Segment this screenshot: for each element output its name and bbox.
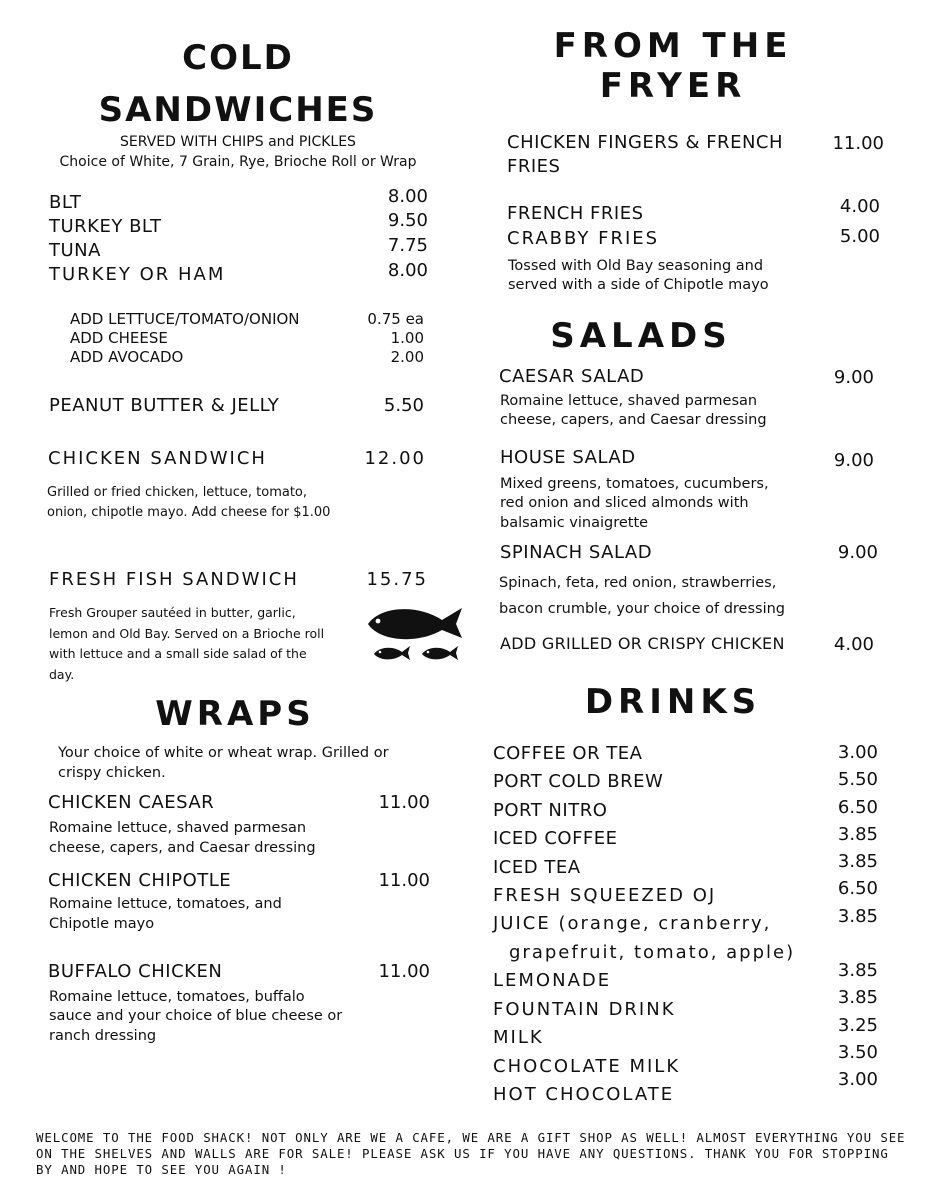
pbj-price: 5.50 — [383, 395, 424, 416]
salad-desc: Romaine lettuce, shaved parmesan — [500, 393, 758, 409]
drink-name: PORT NITRO — [493, 800, 608, 821]
wrap-desc: Romaine lettuce, shaved parmesan — [49, 820, 307, 836]
drink-name: MILK — [493, 1027, 544, 1048]
wrap-desc: Romaine lettuce, tomatoes, buffalo — [49, 989, 305, 1005]
drink-price: 5.50 — [837, 769, 878, 790]
drink-price: 3.00 — [837, 742, 878, 763]
salad-addon-price: 4.00 — [833, 634, 874, 655]
cold-sandwiches-title-line2: SANDWICHES — [98, 90, 378, 130]
fish-icon — [364, 602, 468, 666]
drink-name: JUICE (orange, cranberry, — [493, 913, 772, 934]
addon-name: ADD LETTUCE/TOMATO/ONION — [70, 310, 300, 328]
drink-name: grapefruit, tomato, apple) — [509, 942, 796, 963]
addon-name: ADD AVOCADO — [70, 348, 184, 366]
salad-desc: cheese, capers, and Caesar dressing — [500, 412, 767, 428]
addon-price: 2.00 — [390, 348, 424, 366]
pbj-name: PEANUT BUTTER & JELLY — [49, 395, 280, 416]
wraps-intro: Your choice of white or wheat wrap. Grilled or — [58, 745, 389, 761]
addon-price: 0.75 ea — [367, 310, 424, 328]
drink-name: ICED TEA — [493, 857, 581, 878]
salad-addon-name: ADD GRILLED OR CRISPY CHICKEN — [500, 634, 785, 653]
drink-name: ICED COFFEE — [493, 828, 618, 849]
menu-item-price: 8.00 — [387, 260, 428, 281]
footer-welcome-text: WELCOME TO THE FOOD SHACK! NOT ONLY ARE WE A CAFE, WE ARE A GIFT SHOP AS WELL! ALMOST EVERYTHING YOU SEE ON THE SHELVES AND WALLS ARE FOR SALE! PLEASE ASK US IF YOU HAVE ANY QUESTIONS. THANK YOU FOR STOPPING BY AND HOPE TO SEE YOU AGAIN ! — [36, 1130, 906, 1177]
salads-title: SALADS — [550, 316, 732, 356]
wrap-desc: Romaine lettuce, tomatoes, and — [49, 896, 282, 912]
fish-sandwich-desc: day. — [49, 667, 75, 682]
wrap-price: 11.00 — [378, 792, 430, 813]
wrap-desc: sauce and your choice of blue cheese or — [49, 1008, 343, 1024]
salad-price: 9.00 — [833, 450, 874, 471]
drinks-title: DRINKS — [584, 682, 762, 722]
menu-item-name: TURKEY OR HAM — [49, 264, 226, 285]
drink-price: 6.50 — [837, 797, 878, 818]
fryer-item-name: CRABBY FRIES — [507, 228, 660, 249]
wrap-desc: ranch dressing — [49, 1028, 157, 1044]
addon-name: ADD CHEESE — [70, 329, 168, 347]
fryer-item-name: FRENCH FRIES — [507, 203, 644, 224]
drink-price: 3.85 — [837, 906, 878, 927]
salad-desc: balsamic vinaigrette — [500, 515, 649, 531]
wrap-desc: cheese, capers, and Caesar dressing — [49, 840, 316, 856]
drink-name: LEMONADE — [493, 970, 612, 991]
fish-sandwich-name: FRESH FISH SANDWICH — [49, 569, 299, 590]
chicken-sandwich-price: 12.00 — [364, 448, 426, 469]
wrap-desc: Chipotle mayo — [49, 916, 155, 932]
wraps-title: WRAPS — [155, 694, 315, 734]
salad-price: 9.00 — [837, 542, 878, 563]
menu-item-name: BLT — [49, 192, 82, 213]
menu-item-name: TURKEY BLT — [49, 216, 162, 237]
salad-desc: Mixed greens, tomatoes, cucumbers, — [500, 476, 769, 492]
wrap-name: BUFFALO CHICKEN — [48, 961, 223, 982]
fryer-item-price: 11.00 — [832, 133, 884, 154]
fryer-item-desc: Tossed with Old Bay seasoning and — [508, 258, 764, 274]
cold-sandwiches-title-line1: COLD — [182, 38, 294, 78]
drink-name: PORT COLD BREW — [493, 771, 664, 792]
wrap-price: 11.00 — [378, 961, 430, 982]
drink-name: HOT CHOCOLATE — [493, 1084, 675, 1105]
fryer-title-line2: FRYER — [599, 66, 747, 106]
fryer-item-price: 5.00 — [839, 226, 880, 247]
fish-sandwich-desc: Fresh Grouper sautéed in butter, garlic, — [49, 605, 296, 620]
salad-name: HOUSE SALAD — [500, 447, 636, 468]
drink-price: 3.85 — [837, 987, 878, 1008]
wrap-name: CHICKEN CHIPOTLE — [48, 870, 232, 891]
fryer-item-desc: served with a side of Chipotle mayo — [508, 277, 769, 293]
chicken-sandwich-desc: onion, chipotle mayo. Add cheese for $1.00 — [47, 505, 331, 520]
drink-price: 6.50 — [837, 878, 878, 899]
fish-sandwich-desc: with lettuce and a small side salad of the — [49, 646, 307, 661]
menu-item-price: 8.00 — [387, 186, 428, 207]
salad-desc: Spinach, feta, red onion, strawberries, — [499, 575, 777, 591]
menu-item-price: 9.50 — [387, 210, 428, 231]
fryer-item-name: CHICKEN FINGERS & FRENCH — [507, 132, 784, 153]
menu-item-name: TUNA — [49, 240, 101, 261]
fryer-item-name: FRIES — [507, 156, 561, 177]
fish-sandwich-price: 15.75 — [366, 569, 428, 590]
drink-name: FRESH SQUEEZED OJ — [493, 885, 717, 906]
fish-sandwich-desc: lemon and Old Bay. Served on a Brioche roll — [49, 626, 325, 641]
cold-sandwiches-subtitle-1: SERVED WITH CHIPS and PICKLES — [120, 134, 356, 150]
drink-price: 3.85 — [837, 960, 878, 981]
chicken-sandwich-desc: Grilled or fried chicken, lettuce, tomato, — [47, 485, 308, 500]
drink-price: 3.85 — [837, 824, 878, 845]
drink-price: 3.85 — [837, 851, 878, 872]
drink-price: 3.50 — [837, 1042, 878, 1063]
drink-name: FOUNTAIN DRINK — [493, 999, 676, 1020]
wraps-intro: crispy chicken. — [58, 765, 166, 781]
cold-sandwiches-subtitle-2: Choice of White, 7 Grain, Rye, Brioche Roll or Wrap — [59, 154, 417, 170]
wrap-price: 11.00 — [378, 870, 430, 891]
drink-price: 3.00 — [837, 1069, 878, 1090]
drink-price: 3.25 — [837, 1015, 878, 1036]
menu-item-price: 7.75 — [387, 235, 428, 256]
drink-name: CHOCOLATE MILK — [493, 1056, 681, 1077]
fryer-title-line1: FROM THE — [553, 26, 793, 66]
fryer-item-price: 4.00 — [839, 196, 880, 217]
salad-desc: red onion and sliced almonds with — [500, 495, 749, 511]
wrap-name: CHICKEN CAESAR — [48, 792, 215, 813]
addon-price: 1.00 — [390, 329, 424, 347]
salad-name: CAESAR SALAD — [499, 366, 645, 387]
chicken-sandwich-name: CHICKEN SANDWICH — [48, 448, 267, 469]
salad-price: 9.00 — [833, 367, 874, 388]
salad-name: SPINACH SALAD — [500, 542, 653, 563]
drink-name: COFFEE OR TEA — [493, 743, 643, 764]
salad-desc: bacon crumble, your choice of dressing — [499, 601, 786, 617]
